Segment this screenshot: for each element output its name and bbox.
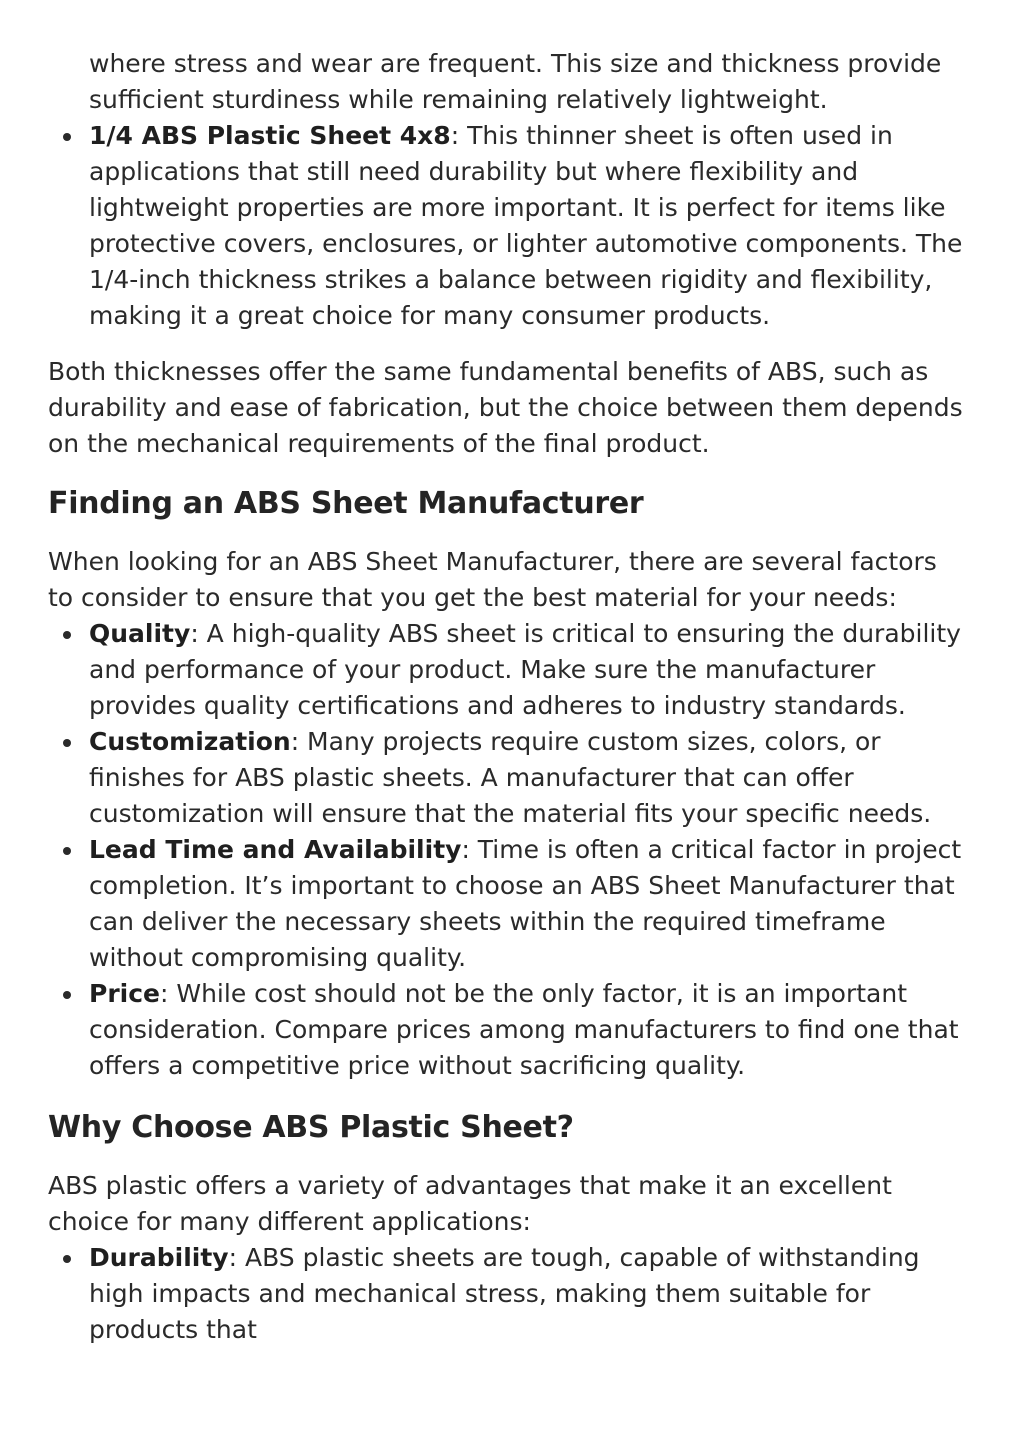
- list-item-text: : While cost should not be the only factor, it is an important consideration. Compare prices among manufacturers to find one that offers a competitive price without sacrificing quality.: [89, 979, 959, 1080]
- list-item-text: : Time is often a critical factor in project completion. It’s important to choose an ABS Sheet Manufacturer that can deliver the necessary sheets within the required timeframe without compromising quality.: [89, 835, 962, 972]
- list-item-label: Lead Time and Availability: [89, 835, 462, 864]
- list-item-text: : ABS plastic sheets are tough, capable of withstanding high impacts and mechanical stress, making them suitable for products that: [89, 1243, 920, 1344]
- list-item-label: Durability: [89, 1243, 229, 1272]
- heading-finding-manufacturer: Finding an ABS Sheet Manufacturer: [48, 486, 644, 521]
- advantages-list: [48, 1240, 968, 1348]
- paragraph-why-intro: ABS plastic offers a variety of advantages that make it an excellent choice for many different applications:: [48, 1171, 892, 1236]
- list-item-label: Quality: [89, 619, 191, 648]
- list-item: [48, 976, 968, 1084]
- heading-why-choose: Why Choose ABS Plastic Sheet?: [48, 1110, 574, 1145]
- list-item-text: : A high-quality ABS sheet is critical to ensuring the durability and performance of your product. Make sure the manufacturer provides quality certifications and adheres to industry standards.: [89, 619, 961, 720]
- list-item: [48, 118, 968, 334]
- list-item: [48, 832, 968, 976]
- list-item-label: 1/4 ABS Plastic Sheet 4x8: [89, 121, 451, 150]
- list-item-label: Customization: [89, 727, 291, 756]
- list-item: [48, 1240, 968, 1348]
- list-item-continuation: where stress and wear are frequent. This size and thickness provide sufficient sturdiness while remaining relatively lightweight.: [89, 49, 942, 114]
- thickness-list: [48, 118, 968, 334]
- list-item-text: : This thinner sheet is often used in applications that still need durability but where flexibility and lightweight properties are more important. It is perfect for items like protective covers, enclosures, or lighter automotive components. The 1/4-inch thickness strikes a balance between rigidity and flexibility, making it a great choice for many consumer products.: [89, 121, 963, 330]
- list-item-text: : Many projects require custom sizes, colors, or finishes for ABS plastic sheets. A manufacturer that can offer customization will ensure that the material fits your specific needs.: [89, 727, 932, 828]
- list-item: [48, 724, 968, 832]
- list-item: [48, 616, 968, 724]
- paragraph-both-thicknesses: Both thicknesses offer the same fundamental benefits of ABS, such as durability and ease of fabrication, but the choice between them depends on the mechanical requirements of the final product.: [48, 357, 963, 458]
- manufacturer-factors-list: [48, 616, 968, 1084]
- paragraph-manufacturer-intro: When looking for an ABS Sheet Manufacturer, there are several factors to consider to ensure that you get the best material for your needs:: [48, 547, 937, 612]
- list-item-label: Price: [89, 979, 160, 1008]
